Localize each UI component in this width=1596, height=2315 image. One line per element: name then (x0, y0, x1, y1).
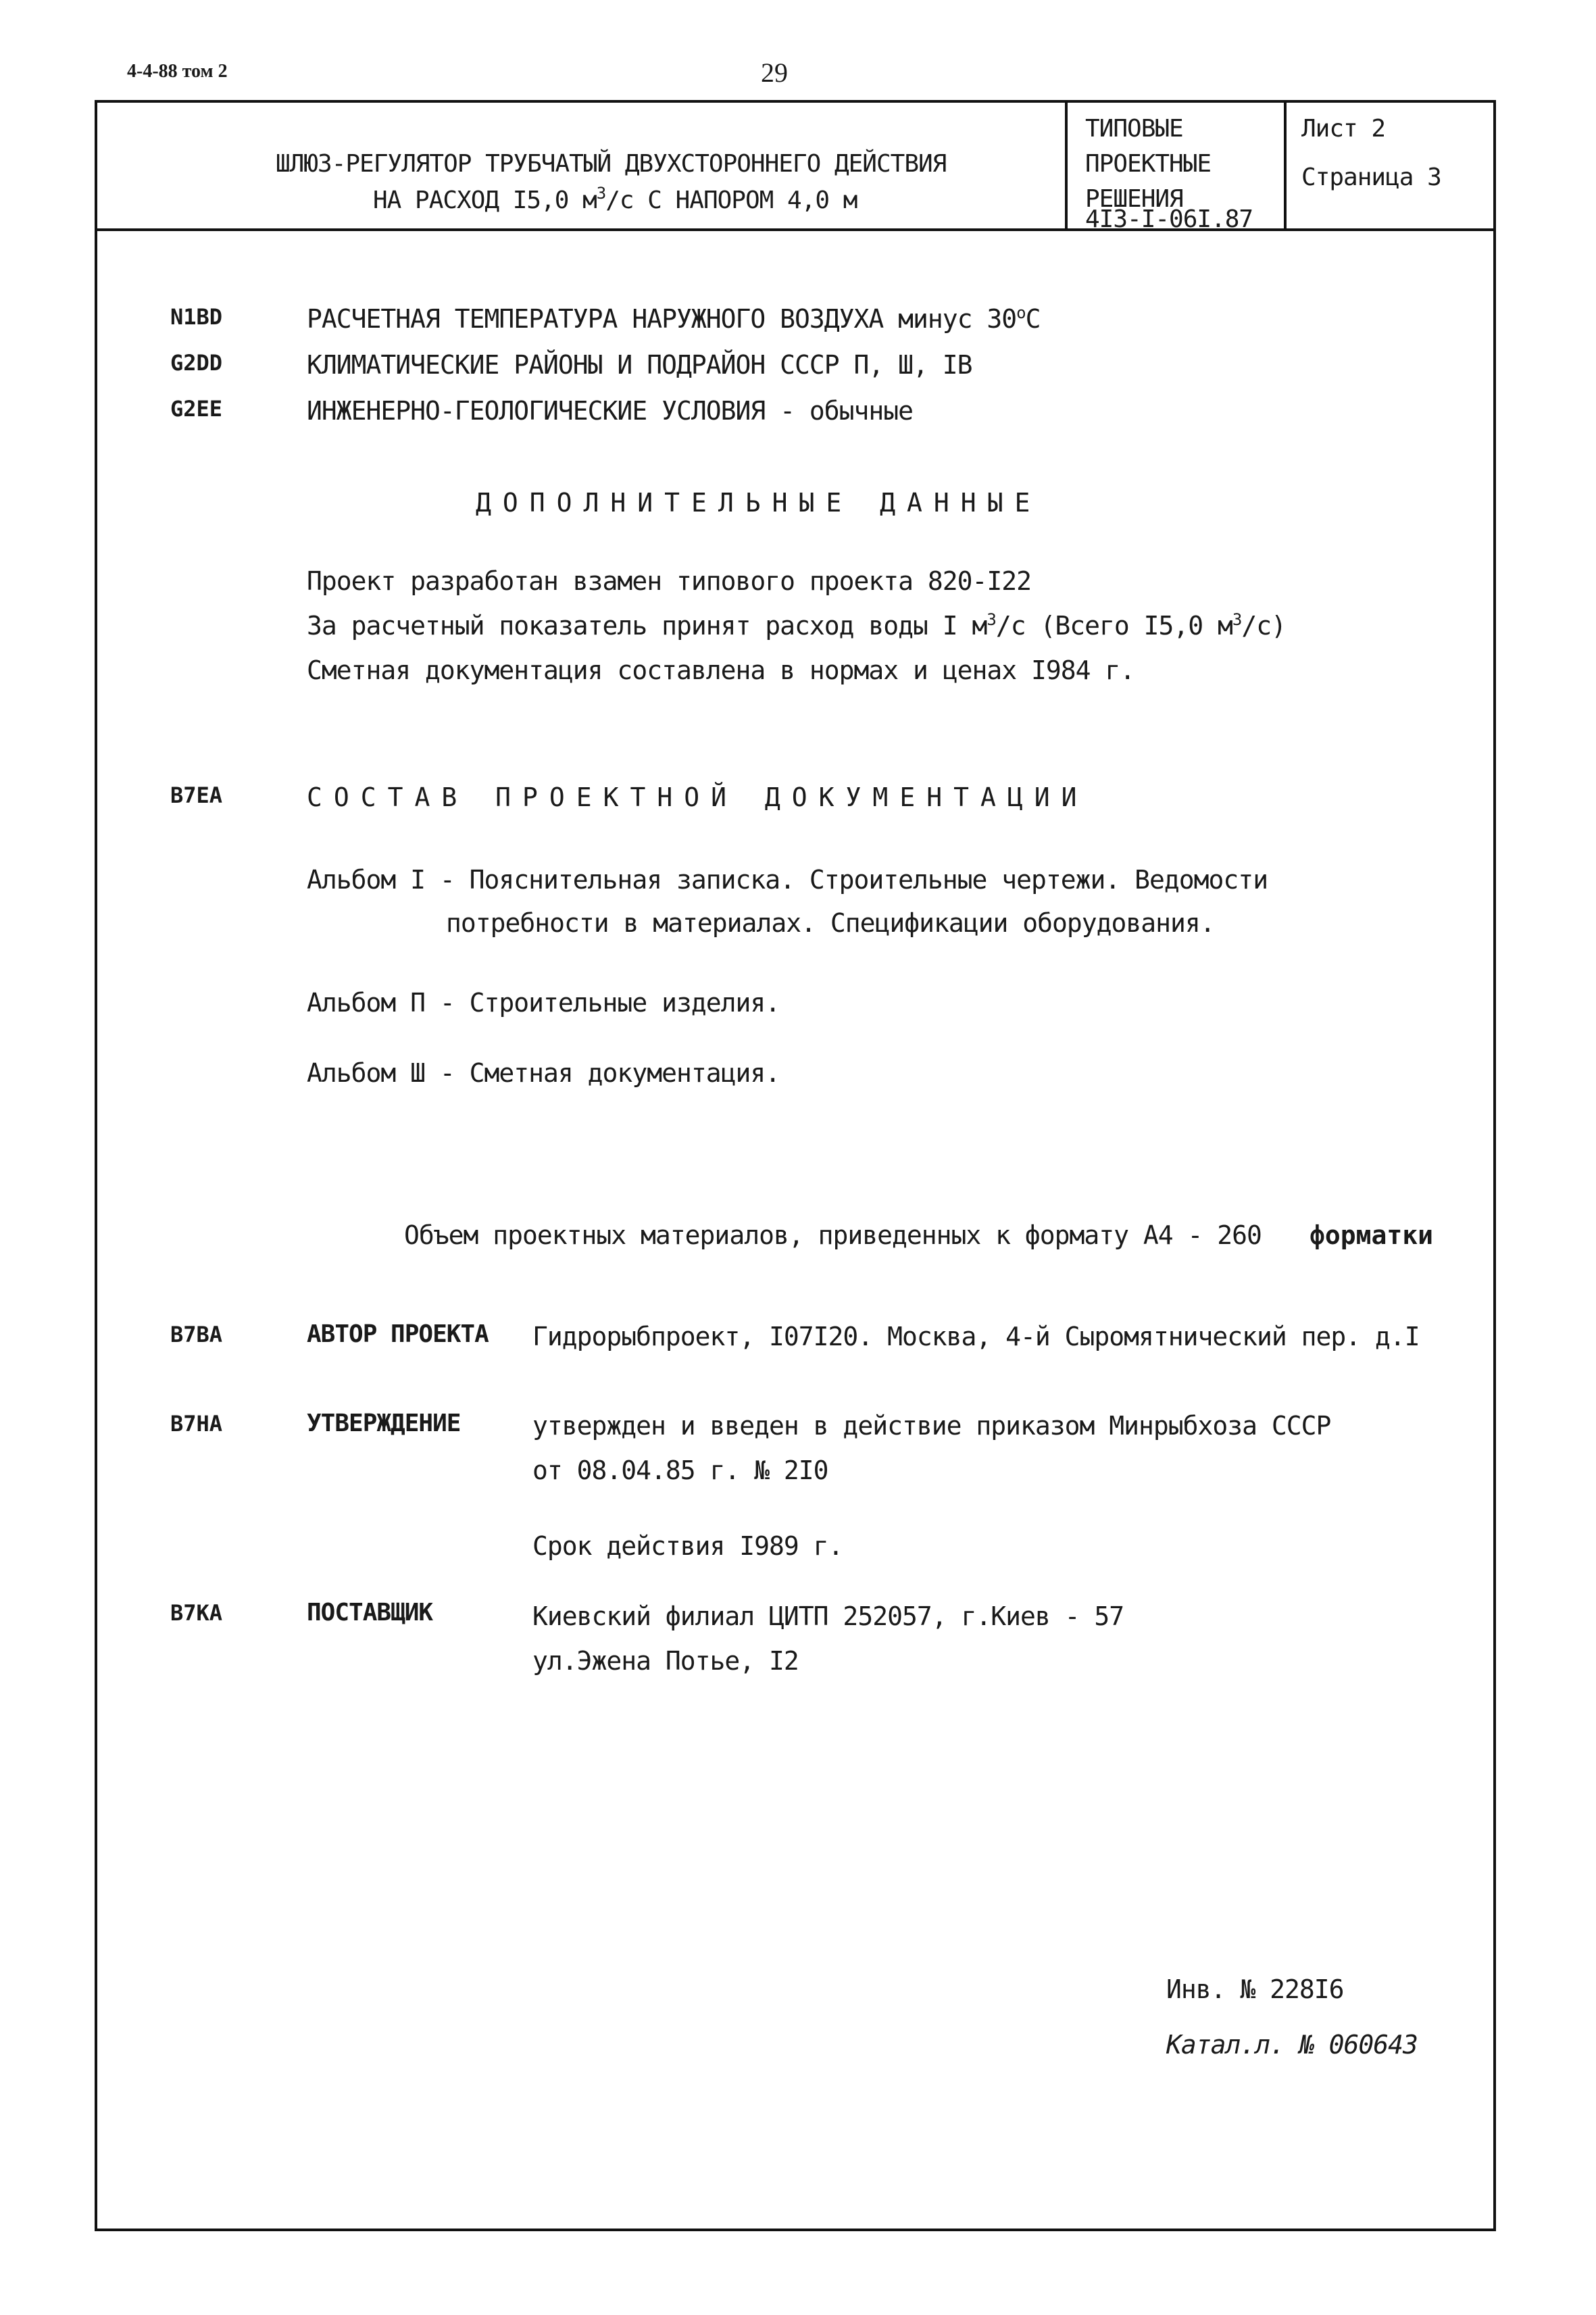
stamp-title-line1: ШЛЮЗ-РЕГУЛЯТОР ТРУБЧАТЫЙ ДВУХСТОРОННЕГО ДЕЙСТВИЯ (276, 150, 947, 178)
condition-temperature: РАСЧЕТНАЯ ТЕМПЕРАТУРА НАРУЖНОГО ВОЗДУХА минус $30^оС$ (307, 303, 1041, 334)
condition-geology: ИНЖЕНЕРНО-ГЕОЛОГИЧЕСКИЕ УСЛОВИЯ - обычные (307, 396, 913, 426)
stamp-divider-2 (1284, 100, 1287, 231)
additional-line1: Проект разработан взамен типового проекта 820-I22 (307, 566, 1032, 596)
additional-line2: За расчетный показатель принят расход воды I $м^3/с$ (Всего I5,0 $м^3/с$) (307, 610, 1286, 641)
stamp-typical-3: РЕШЕНИЯ (1085, 185, 1183, 213)
code-n1bd: N1BD (170, 304, 223, 330)
code-b7ba: B7BA (170, 1322, 223, 1347)
stamp-typical-code: 4I3-I-06I.87 (1085, 205, 1253, 233)
supplier-line2: ул.Эжена Потье, I2 (532, 1646, 799, 1676)
additional-heading: ДОПОЛНИТЕЛЬНЫЕ ДАННЫЕ (476, 488, 1042, 518)
top-note: 4-4-88 том 2 (127, 61, 228, 82)
author-label: АВТОР ПРОЕКТА (307, 1320, 489, 1348)
stamp-typical-2: ПРОЕКТНЫЕ (1085, 150, 1212, 178)
page-number: 29 (761, 57, 788, 88)
approval-label: УТВЕРЖДЕНИЕ (307, 1410, 461, 1437)
album1-line2: потребности в материалах. Спецификации оборудования. (446, 908, 1215, 938)
stamp-title-line2: НА РАСХОД I5,0 $м^3/с$ С НАПОРОМ 4,0 м (373, 184, 857, 214)
stamp-page: Страница 3 (1301, 164, 1441, 191)
volume-text: Объем проектных материалов, приведенных к формату А4 - 260 (404, 1220, 1262, 1250)
approval-validity: Срок действия I989 г. (532, 1531, 843, 1561)
composition-heading: СОСТАВ ПРОЕКТНОЙ ДОКУМЕНТАЦИИ (307, 782, 1089, 812)
stamp-typical-1: ТИПОВЫЕ (1085, 115, 1183, 143)
inventory-number: Инв. № 228I6 (1166, 1974, 1344, 2004)
supplier-label: ПОСТАВЩИК (307, 1599, 433, 1626)
code-b7ka: B7KA (170, 1600, 223, 1626)
additional-line3: Сметная документация составлена в нормах и ценах I984 г. (307, 655, 1135, 685)
album1-line1: Альбом I - Пояснительная записка. Строительные чертежи. Ведомости (307, 865, 1268, 895)
author-value: Гидрорыбпроект, I07I20. Москва, 4-й Сыромятнический пер. д.I (532, 1322, 1420, 1351)
approval-line1: утвержден и введен в действие приказом Минрыбхоза СССР (532, 1411, 1331, 1441)
code-b7ea: B7EA (170, 782, 223, 808)
supplier-line1: Киевский филиал ЦИТП 252057, г.Киев - 57 (532, 1601, 1124, 1631)
album3: Альбом Ш - Сметная документация. (307, 1058, 780, 1088)
catalog-number: Катал.л. № 060643 (1166, 2030, 1418, 2060)
stamp-divider-1 (1065, 100, 1068, 231)
code-g2ee: G2EE (170, 396, 223, 422)
stamp-sheet: Лист 2 (1301, 115, 1386, 143)
volume-unit: форматки (1310, 1220, 1434, 1250)
album2: Альбом П - Строительные изделия. (307, 988, 780, 1018)
code-b7ha: B7HA (170, 1411, 223, 1437)
condition-climate: КЛИМАТИЧЕСКИЕ РАЙОНЫ И ПОДРАЙОН СССР П, Ш, IВ (307, 350, 972, 380)
approval-line2: от 08.04.85 г. № 2I0 (532, 1455, 828, 1485)
code-g2dd: G2DD (170, 350, 223, 376)
